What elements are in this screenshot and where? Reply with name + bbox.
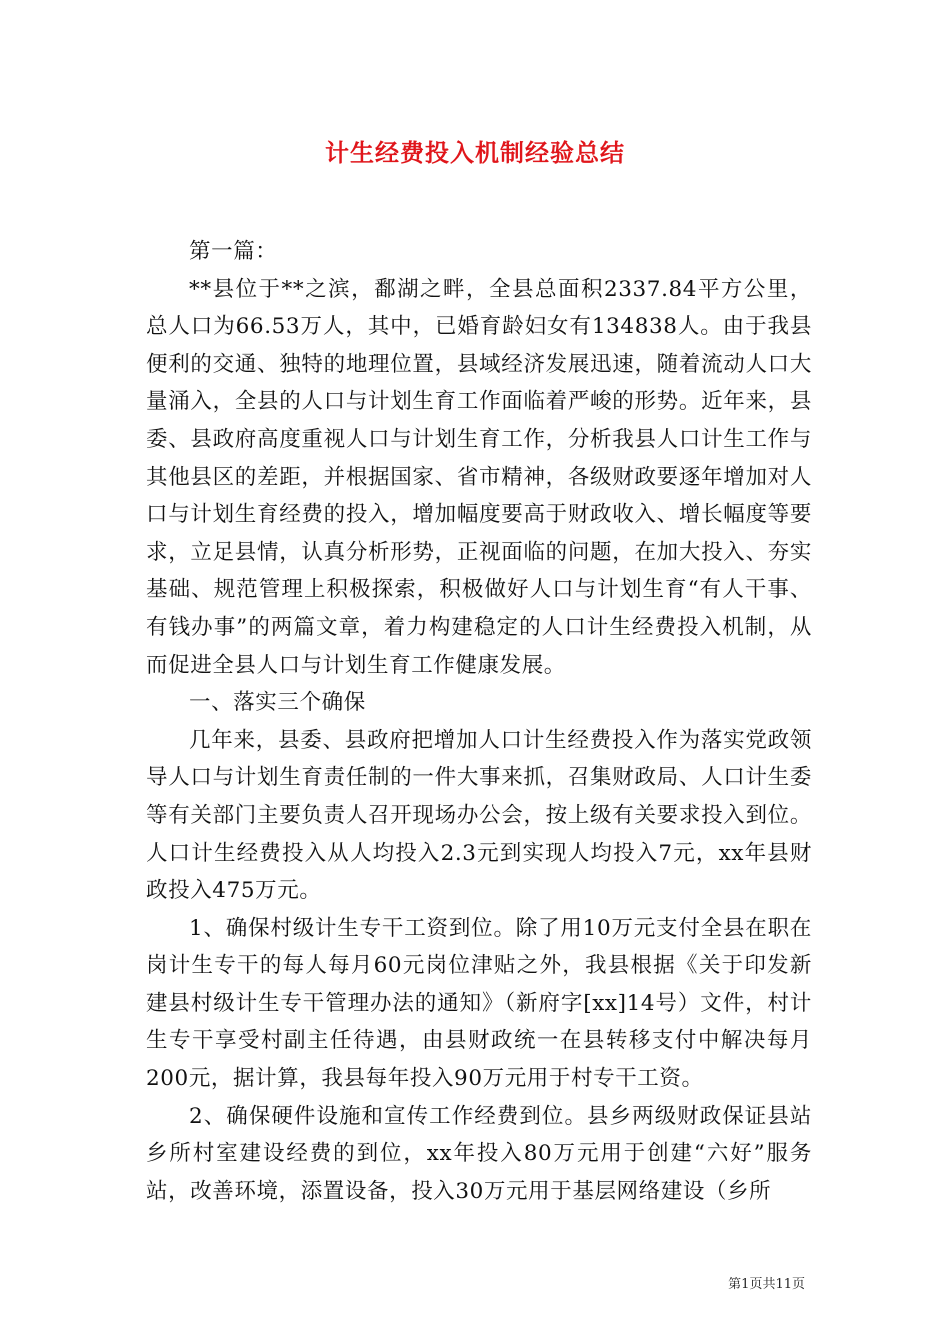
document-title: 计生经费投入机制经验总结 bbox=[325, 138, 625, 167]
paragraph-item-2: 2、确保硬件设施和宣传工作经费到位。县乡两级财政保证县站乡所村室建设经费的到位，xx年投入80万元用于创建“六好”服务站，改善环境，添置设备，投入30万元用于基层网络建设（乡所 bbox=[146, 1103, 812, 1204]
page-number: 第1页共11页 bbox=[728, 1277, 805, 1292]
paragraph-investment: 几年来，县委、县政府把增加人口计生经费投入作为落实党政领导人口与计划生育责任制的一件大事来抓，召集财政局、人口计生委等有关部门主要负责人召开现场办公会，按上级有关要求投入到位。人口计生经费投入从人均投入2.3元到实现人均投入7元，xx年县财政投入475万元。 bbox=[146, 727, 812, 904]
paragraph-item-1: 1、确保村级计生专干工资到位。除了用10万元支付全县在职在岗计生专干的每人每月60元岗位津贴之外，我县根据《关于印发新建县村级计生专干管理办法的通知》（新府字[xx]14号）文件，村计生专干享受村副主任待遇，由县财政统一在县转移支付中解决每月200元，据计算，我县每年投入90万元用于村专干工资。 bbox=[146, 915, 812, 1092]
document-body bbox=[146, 233, 812, 1210]
paragraph-intro: **县位于**之滨，鄱湖之畔，全县总面积2337.84平方公里，总人口为66.53万人，其中，已婚育龄妇女有134838人。由于我县便利的交通、独特的地理位置，县域经济发展迅速，随着流动人口大量涌入，全县的人口与计划生育工作面临着严峻的形势。近年来，县委、县政府高度重视人口与计划生育工作，分析我县人口计生工作与其他县区的差距，并根据国家、省市精神，各级财政要逐年增加对人口与计划生育经费的投入，增加幅度要高于财政收入、增长幅度等要求，立足县情，认真分析形势，正视面临的问题，在加大投入、夯实基础、规范管理上积极探索，积极做好人口与计划生育“有人干事、有钱办事”的两篇文章，着力构建稳定的人口计生经费投入机制，从而促进全县人口与计划生育工作健康发展。 bbox=[146, 276, 812, 678]
section-heading-1: 一、落实三个确保 bbox=[189, 690, 366, 716]
section-heading-part-one: 第一篇： bbox=[189, 239, 278, 264]
